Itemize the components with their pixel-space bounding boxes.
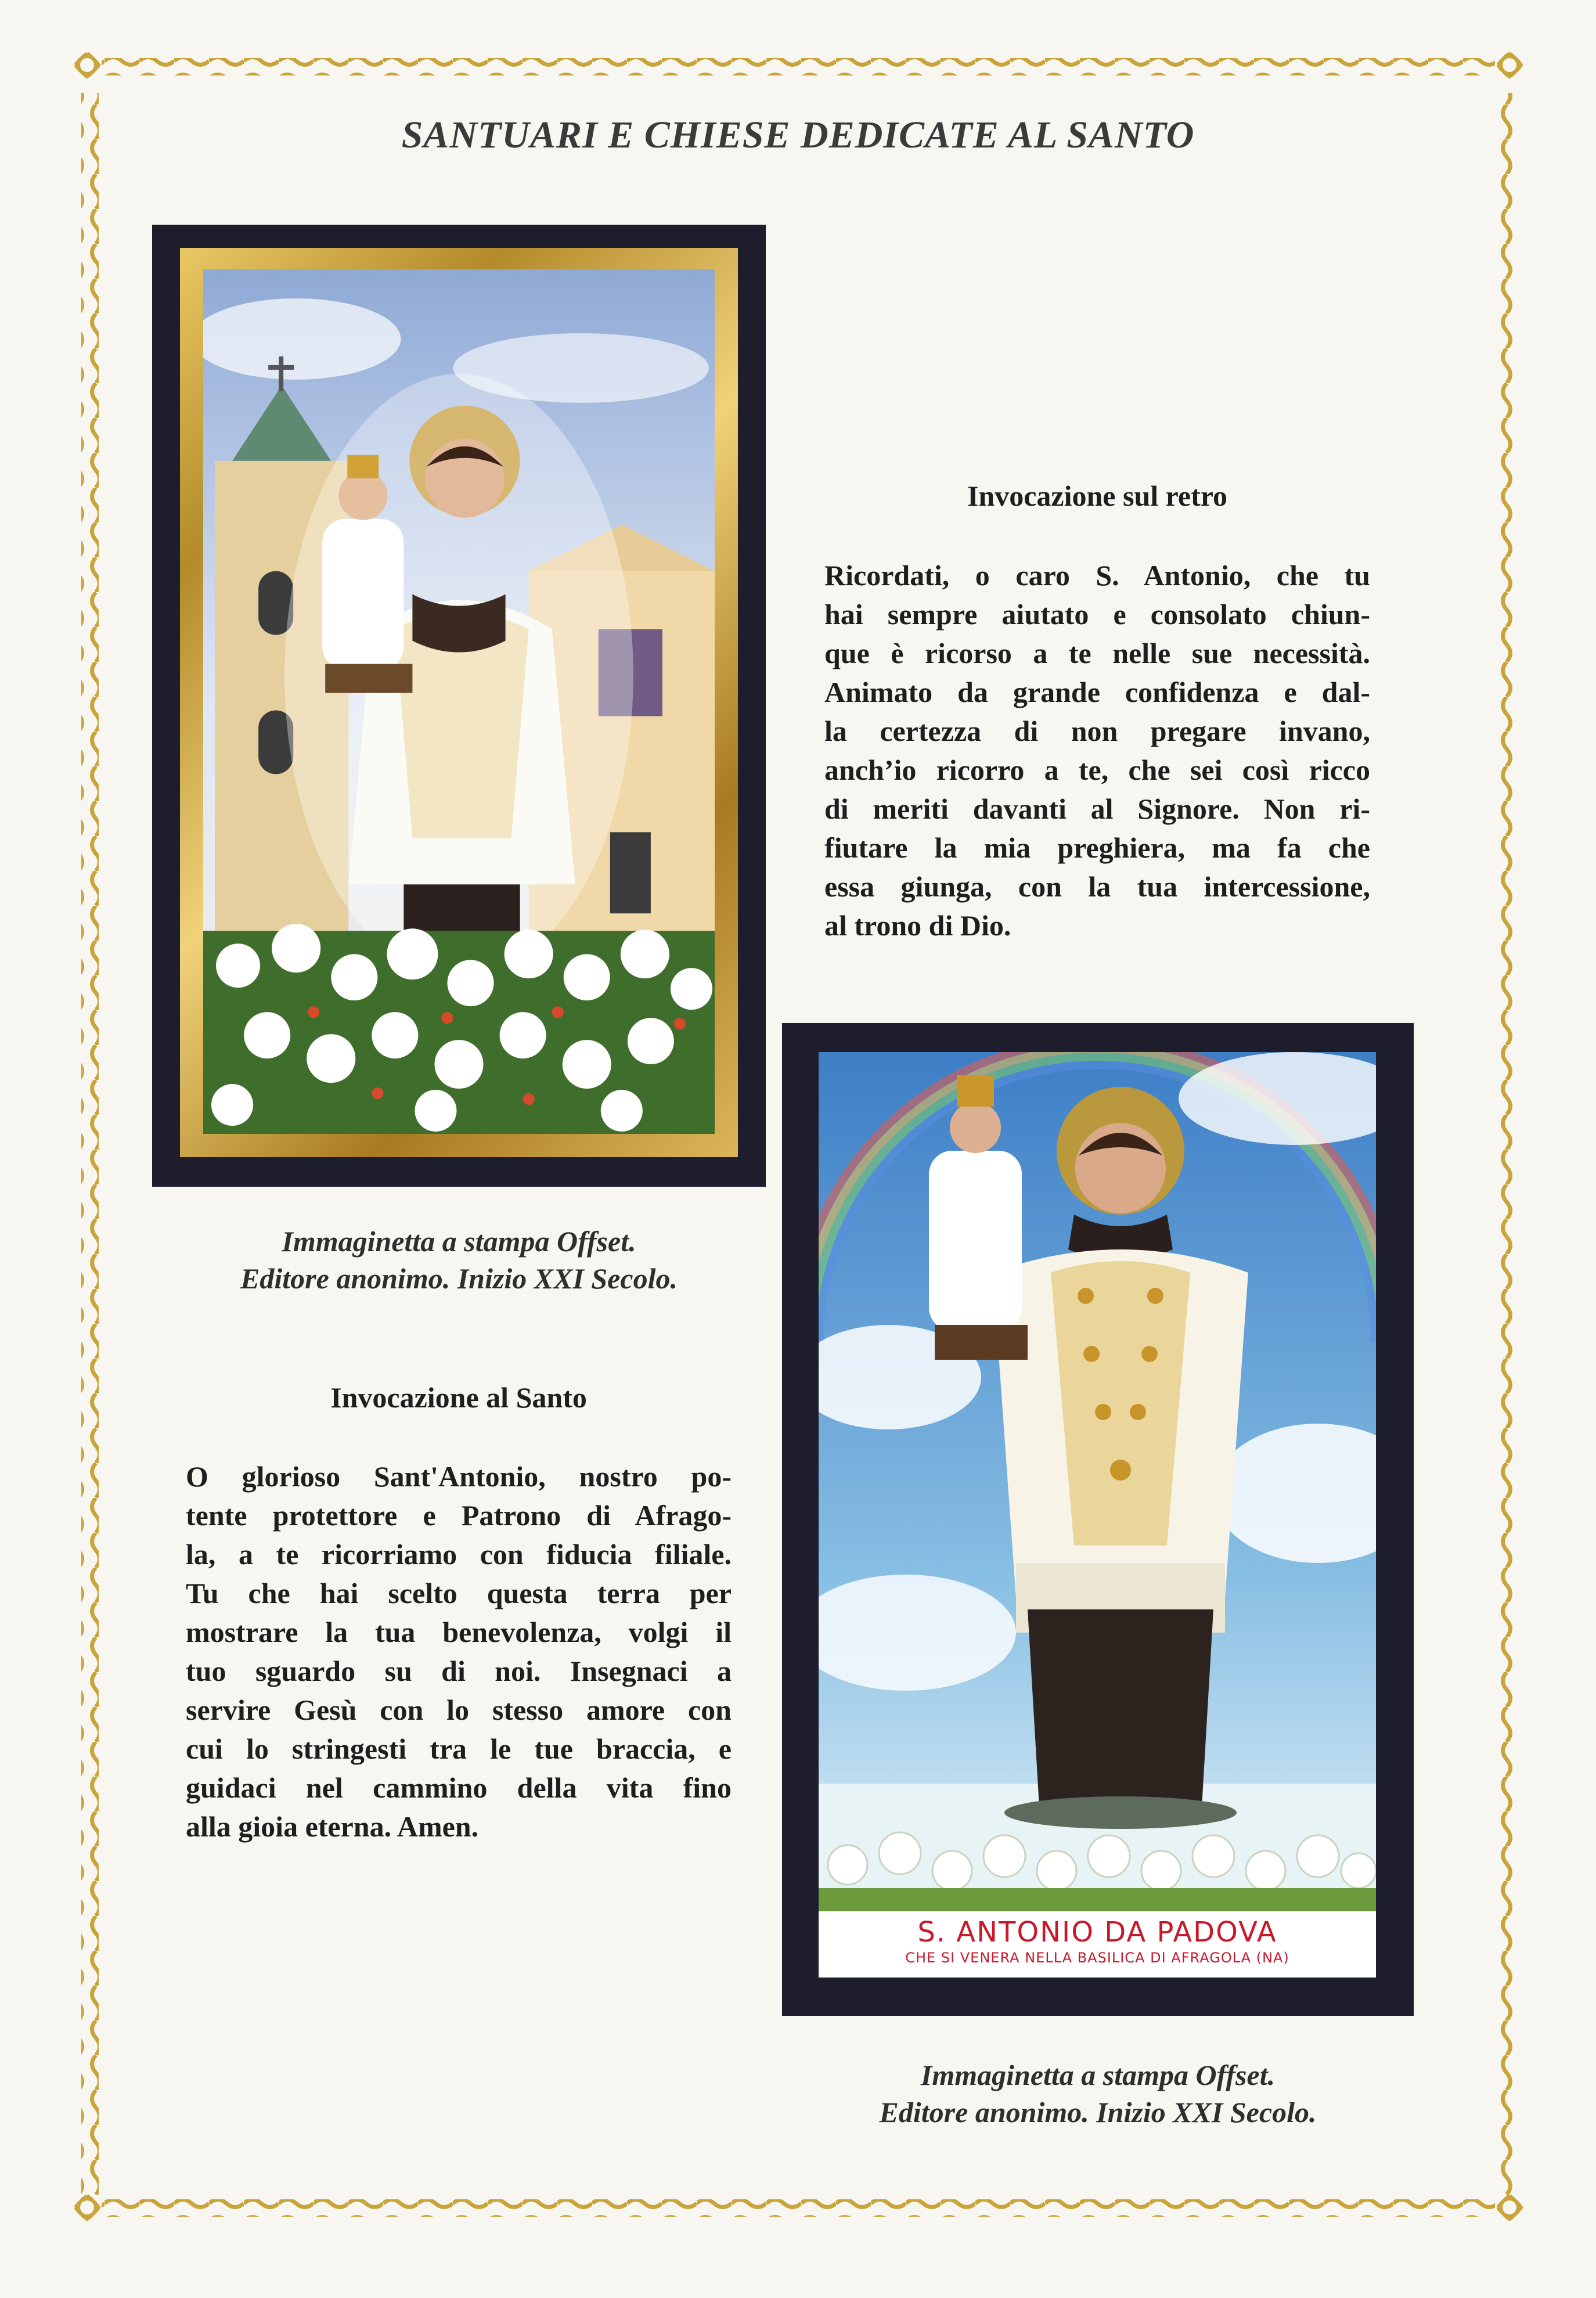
prayer-line: essa giunga, con la tua intercessione, bbox=[824, 870, 1370, 903]
prayer-line: tente protettore e Patrono di Afrago- bbox=[186, 1499, 732, 1532]
prayer-line: al trono di Dio. bbox=[824, 909, 1011, 942]
caption-right bbox=[782, 2056, 1414, 2131]
heading-invocazione-santo: Invocazione al Santo bbox=[330, 1381, 587, 1414]
prayer-line: que è ricorso a te nelle sue necessità. bbox=[824, 637, 1370, 669]
caption-left-line2: Editore anonimo. Inizio XXI Secolo. bbox=[240, 1262, 678, 1295]
prayer-line: guidaci nel cammino della vita fino bbox=[186, 1771, 732, 1804]
holy-card-left bbox=[152, 225, 766, 1187]
prayer-line: hai sempre aiutato e consolato chiun- bbox=[824, 598, 1370, 631]
saint-rainbow-picture bbox=[819, 1052, 1376, 1911]
prayer-line: Ricordati, o caro S. Antonio, che tu bbox=[824, 559, 1370, 592]
caption-right-line2: Editore anonimo. Inizio XXI Secolo. bbox=[879, 2096, 1317, 2128]
card-print bbox=[819, 1052, 1376, 1978]
prayer-santo bbox=[186, 1457, 732, 1846]
caption-left-line1: Immaginetta a stampa Offset. bbox=[282, 1225, 636, 1258]
prayer-line: Animato da grande confidenza e dal- bbox=[824, 676, 1370, 708]
holy-card-right bbox=[782, 1023, 1414, 2016]
saint-statue-icon bbox=[203, 269, 715, 1134]
heading-invocazione-retro: Invocazione sul retro bbox=[967, 480, 1228, 512]
card-saint-name: S. ANTONIO DA PADOVA bbox=[917, 1916, 1277, 1948]
saint-church-picture bbox=[203, 269, 715, 1134]
prayer-line: tuo sguardo su di noi. Insegnaci a bbox=[186, 1655, 732, 1687]
prayer-line: alla gioia eterna. Amen. bbox=[186, 1810, 479, 1843]
prayer-line: Tu che hai scelto questa terra per bbox=[186, 1577, 732, 1609]
card-label bbox=[819, 1911, 1376, 1978]
prayer-line: la, a te ricorriamo con fiducia filiale. bbox=[186, 1538, 732, 1571]
saint-statue-icon bbox=[819, 1052, 1376, 1911]
prayer-line: di meriti davanti al Signore. Non ri- bbox=[824, 793, 1370, 825]
gold-frame bbox=[180, 248, 738, 1157]
prayer-line: fiutare la mia preghiera, ma fa che bbox=[824, 831, 1370, 864]
prayer-line: mostrare la tua benevolenza, volgi il bbox=[186, 1616, 732, 1648]
prayer-line: anch’io ricorro a te, che sei così ricco bbox=[824, 754, 1370, 786]
prayer-line: cui lo stringesti tra le tue braccia, e bbox=[186, 1732, 732, 1765]
page-title: SANTUARI E CHIESE DEDICATE AL SANTO bbox=[401, 114, 1195, 156]
caption-right-line1: Immaginetta a stampa Offset. bbox=[920, 2059, 1276, 2091]
caption-left bbox=[152, 1223, 766, 1297]
prayer-line: servire Gesù con lo stesso amore con bbox=[186, 1694, 732, 1726]
prayer-line: O glorioso Sant'Antonio, nostro po- bbox=[186, 1460, 732, 1493]
card-subtitle: CHE SI VENERA NELLA BASILICA DI AFRAGOLA (NA) bbox=[905, 1950, 1289, 1966]
prayer-line: la certezza di non pregare invano, bbox=[824, 715, 1370, 747]
prayer-retro bbox=[824, 556, 1370, 945]
